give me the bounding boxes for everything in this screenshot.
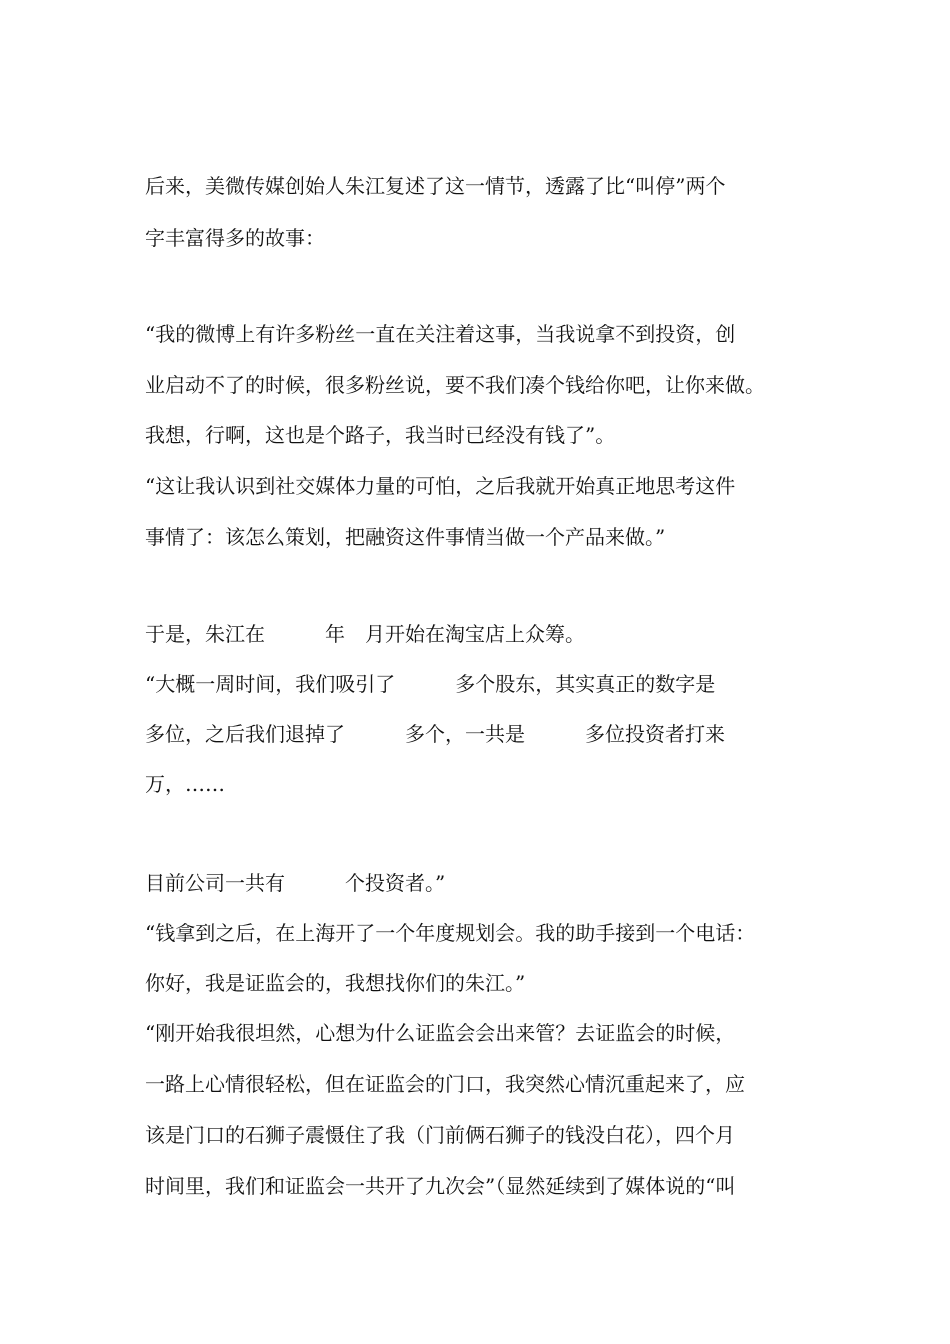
text-line-9: “大概一周时间，我们吸引了 多个股东，其实真正的数字是	[145, 672, 716, 696]
text-line-10: 多位，之后我们退掉了 多个，一共是 多位投资者打来	[145, 722, 725, 746]
text-line-2: 字丰富得多的故事：	[145, 226, 325, 250]
text-line-1: 后来，美微传媒创始人朱江复述了这一情节，透露了比“叫停”两个	[145, 174, 726, 198]
text-line-15: “刚开始我很坦然，心想为什么证监会会出来管？去证监会的时候，	[145, 1021, 736, 1045]
text-line-5: 我想，行啊，这也是个路子，我当时已经没有钱了”。	[145, 423, 616, 447]
text-line-13: “钱拿到之后，在上海开了一个年度规划会。我的助手接到一个电话：	[145, 921, 756, 945]
text-line-16: 一路上心情很轻松，但在证监会的门口，我突然心情沉重起来了，应	[145, 1072, 745, 1096]
text-line-3: “我的微博上有许多粉丝一直在关注着这事，当我说拿不到投资，创	[145, 322, 736, 346]
text-line-17: 该是门口的石狮子震慑住了我（门前俩石狮子的钱没白花），四个月	[145, 1123, 735, 1147]
text-line-11: 万，……	[145, 772, 225, 796]
text-line-12: 目前公司一共有 个投资者。”	[145, 871, 446, 895]
text-line-18: 时间里，我们和证监会一共开了九次会”（显然延续到了媒体说的“叫	[145, 1174, 736, 1198]
text-line-8: 于是，朱江在 年 月开始在淘宝店上众筹。	[145, 622, 585, 646]
text-line-7: 事情了：该怎么策划，把融资这件事情当做一个产品来做。”	[145, 525, 666, 549]
text-line-14: 你好，我是证监会的，我想找你们的朱江。”	[145, 971, 526, 995]
text-line-4: 业启动不了的时候，很多粉丝说，要不我们凑个钱给你吧，让你来做。	[145, 373, 765, 397]
text-line-6: “这让我认识到社交媒体力量的可怕，之后我就开始真正地思考这件	[145, 474, 736, 498]
